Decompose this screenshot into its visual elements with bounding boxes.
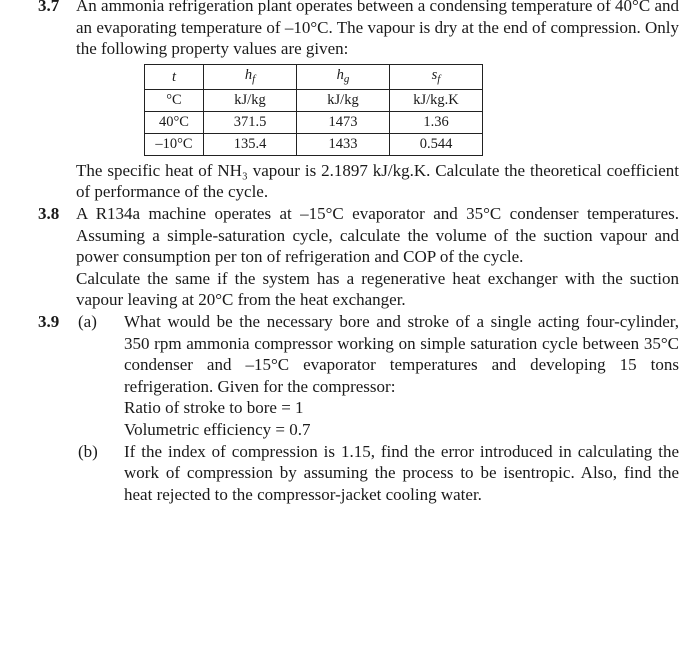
problem-number: 3.9: [38, 311, 60, 331]
table-cell: 135.4: [204, 133, 297, 155]
table-cell: °C: [145, 89, 204, 111]
given-line: Ratio of stroke to bore = 1: [124, 398, 304, 418]
table-cell: 40°C: [145, 111, 204, 133]
problem-text: The specific heat of NH₃ vapour is 2.1897 kJ/kg.K. Calculate the theoretical coefficient of performance of the cycle.: [76, 160, 679, 202]
table-header-cell: $h_f$: [204, 64, 297, 89]
table-cell: 1433: [297, 133, 390, 155]
table-row: [145, 111, 483, 133]
table-cell: 371.5: [204, 111, 297, 133]
problem-3-8: [0, 203, 700, 311]
problem-text: If the index of compression is 1.15, find the error introduced in calculating the work of compression by assuming the process to be isentropic. Also, find the heat rejected to the compressor-jacket cooling water.: [124, 441, 679, 504]
problem-text: What would be the necessary bore and stroke of a single acting four-cylinder, 350 rpm ammonia compressor working on simple saturation cycle between 35°C condenser and –15°C evaporator temperatures and developing 15 tons refrigeration. Given for the compressor:: [124, 311, 679, 396]
table-header-row: [145, 64, 483, 89]
problem-text: A R134a machine operates at –15°C evaporator and 35°C condenser temperatures. Assuming a simple-saturation cycle, calculate the volume of the suction vapour and power consumption per ton of refrigeration and COP of the cycle.: [76, 203, 679, 267]
table-cell: kJ/kg: [204, 89, 297, 111]
property-table: [144, 64, 483, 156]
table-header-cell: t: [145, 64, 204, 89]
table-header-cell: $s_f$: [390, 64, 483, 89]
part-b: [78, 441, 679, 506]
table-cell: 1473: [297, 111, 390, 133]
table-header-cell: $h_g$: [297, 64, 390, 89]
table-cell: 0.544: [390, 133, 483, 155]
table-cell: –10°C: [145, 133, 204, 155]
problem-3-7: [0, 0, 700, 203]
given-line: Volumetric efficiency = 0.7: [124, 419, 311, 439]
problem-text: An ammonia refrigeration plant operates between a condensing temperature of 40°C and an evaporating temperature of –10°C. The vapour is dry at the end of compression. Only the following property values are given:: [76, 0, 679, 59]
problem-text: Calculate the same if the system has a regenerative heat exchanger with the suction vapour leaving at 20°C from the heat exchanger.: [76, 268, 679, 310]
table-cell: kJ/kg.K: [390, 89, 483, 111]
problem-3-9: [0, 311, 700, 505]
problem-number: 3.8: [38, 203, 60, 223]
part-label: (a): [78, 311, 97, 331]
table-cell: kJ/kg: [297, 89, 390, 111]
part-a: [78, 311, 679, 441]
part-label: (b): [78, 441, 98, 461]
table-units-row: [145, 89, 483, 111]
table-row: [145, 133, 483, 155]
problem-number: 3.7: [38, 0, 60, 15]
table-cell: 1.36: [390, 111, 483, 133]
